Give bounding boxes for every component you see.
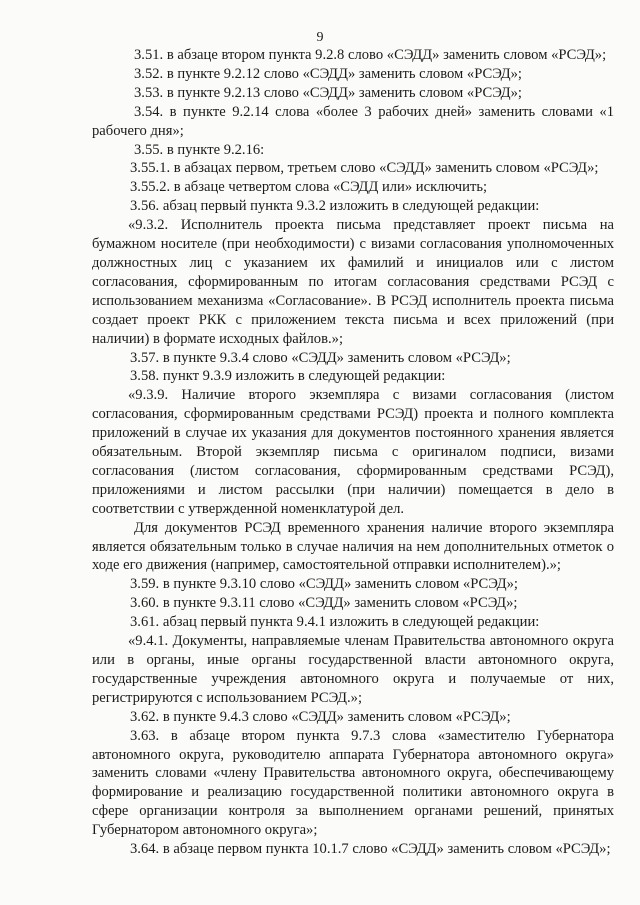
paragraph-3-55-1: 3.55.1. в абзацах первом, третьем слово «СЭДД» заменить словом «РСЭД»; [130, 160, 599, 177]
paragraph-3-62: 3.62. в пункте 9.4.3 слово «СЭДД» заменить словом «РСЭД»; [130, 708, 511, 725]
paragraph-3-56: 3.56. абзац первый пункта 9.3.2 изложить в следующей редакции: [130, 198, 540, 215]
paragraph-3-61: 3.61. абзац первый пункта 9.4.1 изложить в следующей редакции: [130, 614, 540, 631]
paragraph-3-51: 3.51. в абзаце втором пункта 9.2.8 слово «СЭДД» заменить словом «РСЭД»; [134, 47, 607, 63]
paragraph-3-55: 3.55. в пункте 9.2.16: [134, 141, 265, 158]
paragraph-3-57: 3.57. в пункте 9.3.4 слово «СЭДД» заменить словом «РСЭД»; [130, 349, 511, 366]
paragraph-3-58: 3.58. пункт 9.3.9 изложить в следующей редакции: [130, 368, 446, 385]
paragraph-3-55-2: 3.55.2. в абзаце четвертом слова «СЭДД или» исключить; [130, 179, 488, 196]
quoted-paragraph-9-3-2: «9.3.2. Исполнитель проекта письма представляет проект письма на бумажном носителе (при необходимости) с визами согласования уполномоченных должностных лиц с указанием их фамилий и инициалов или с листом согласования, сформированным по итогам согласования средствами РСЭД с использованием механизма «Согласование». В РСЭД исполнитель проекта письма создает проект РКК с приложением текста письма и всех приложений (при наличии) в формате исходных файлов.»; [92, 217, 614, 347]
quoted-paragraph-9-3-9-cont: Для документов РСЭД временного хранения наличие второго экземпляра является обязательным только в случае наличия на нем дополнительных отметок о ходе его движения (например, самостоятельной отправки исполнителем).»; [92, 519, 614, 574]
paragraph-3-53: 3.53. в пункте 9.2.13 слово «СЭДД» заменить словом «РСЭД»; [134, 84, 522, 101]
paragraph-3-52: 3.52. в пункте 9.2.12 слово «СЭДД» заменить словом «РСЭД»; [134, 65, 522, 82]
paragraph-3-54: 3.54. в пункте 9.2.14 слова «более 3 рабочих дней» заменить словами «1 рабочего дня»; [92, 103, 614, 139]
quoted-paragraph-9-4-1: «9.4.1. Документы, направляемые членам Правительства автономного округа или в органы, иные органы государственной власти автономного округа, государственные учреждения автономного округа и получаемые от них, регистрируются с использованием РСЭД.»; [92, 633, 614, 706]
paragraph-3-63: 3.63. в абзаце втором пункта 9.7.3 слова «заместителю Губернатора автономного округа, руководителю аппарата Губернатора автономного округа» заменить словами «члену Правительства автономного округа, обеспечивающему формирование и реализацию государственной политики автономного округа в сфере организации контроля за выполнением органами решений, принятых Губернатором автономного округа»; [92, 727, 614, 839]
document-body [92, 46, 614, 859]
quoted-paragraph-9-3-9: «9.3.9. Наличие второго экземпляра с визами согласования (листом согласования, сформированным средствами РСЭД) проекта и полного комплекта приложений в случае их указания для документов постоянного хранения является обязательным. Второй экземпляр письма с оригиналом подписи, визами согласования (листом согласования, сформированным средствами РСЭД), приложениями и листом рассылки (при наличии) помещается в дело в соответствии с утвержденной номенклатурой дел. [92, 387, 614, 517]
paragraph-3-60: 3.60. в пункте 9.3.11 слово «СЭДД» заменить словом «РСЭД»; [130, 595, 518, 612]
paragraph-3-64: 3.64. в абзаце первом пункта 10.1.7 слово «СЭДД» заменить словом «РСЭД»; [130, 841, 611, 858]
paragraph-3-59: 3.59. в пункте 9.3.10 слово «СЭДД» заменить словом «РСЭД»; [130, 576, 518, 593]
page-number: 9 [316, 30, 324, 45]
